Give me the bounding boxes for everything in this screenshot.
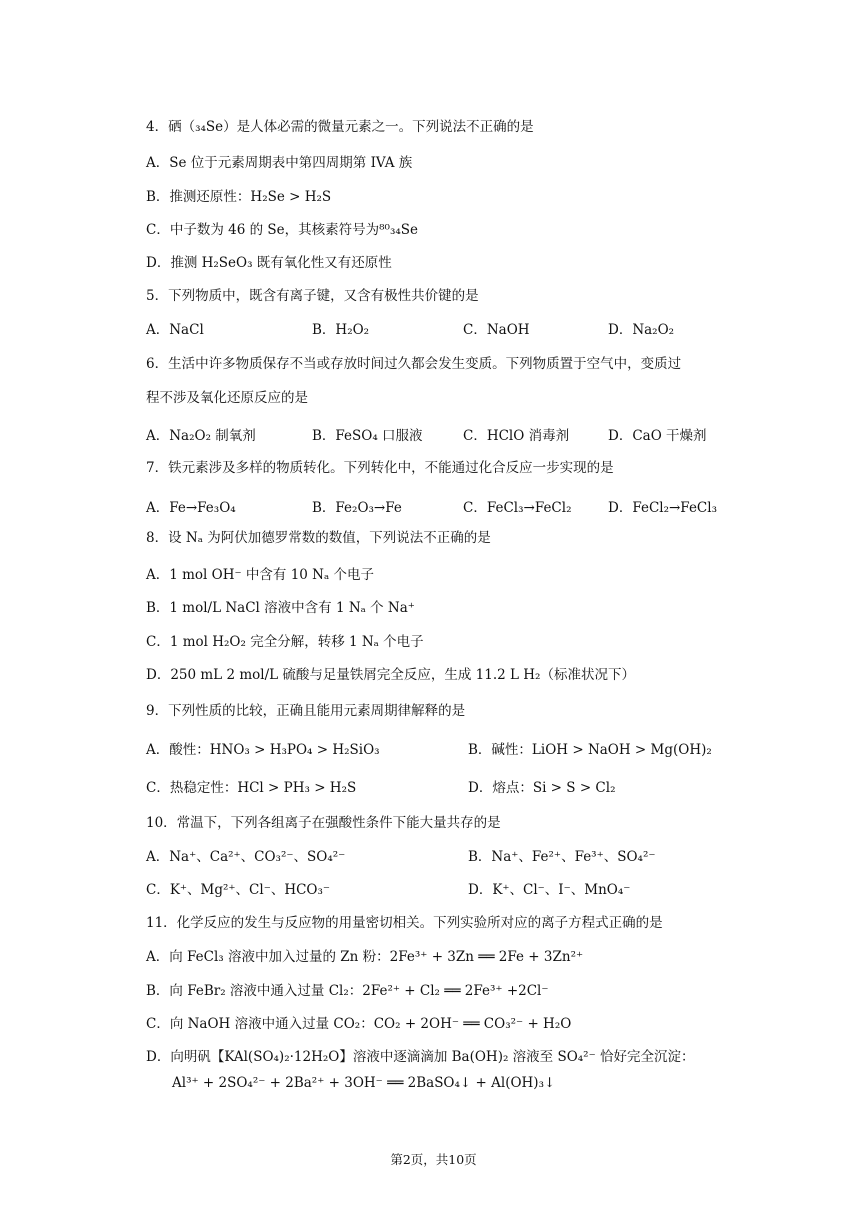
q4-option-a: A．Se 位于元素周期表中第四周期第 IVA 族: [146, 155, 413, 171]
q11-stem: 11．化学反应的发生与反应物的用量密切相关。下列实验所对应的离子方程式正确的是: [146, 915, 663, 931]
q4-stem: 4．硒（₃₄Se）是人体必需的微量元素之一。下列说法不正确的是: [146, 119, 534, 135]
q11-option-d-line1: D．向明矾【KAl(SO₄)₂·12H₂O】溶液中逐滴滴加 Ba(OH)₂ 溶液至 SO₄²⁻ 恰好完全沉淀：: [146, 1049, 695, 1065]
q4-option-b: B．推测还原性：H₂Se > H₂S: [146, 189, 332, 205]
q10-option-d: D．K⁺、Cl⁻、I⁻、MnO₄⁻: [468, 882, 631, 898]
q7-option-c: C．FeCl₃→FeCl₂: [463, 500, 572, 516]
q10-stem: 10．常温下，下列各组离子在强酸性条件下能大量共存的是: [146, 815, 501, 831]
q9-stem: 9．下列性质的比较，正确且能用元素周期律解释的是: [146, 703, 466, 719]
q5-stem: 5．下列物质中，既含有离子键，又含有极性共价键的是: [146, 288, 479, 304]
q10-option-b: B．Na⁺、Fe²⁺、Fe³⁺、SO₄²⁻: [468, 849, 656, 865]
q4-option-d: D．推测 H₂SeO₃ 既有氧化性又有还原性: [146, 255, 392, 271]
q9-option-a: A．酸性：HNO₃ > H₃PO₄ > H₂SiO₃: [146, 742, 380, 758]
q8-option-d: D．250 mL 2 mol/L 硫酸与足量铁屑完全反应，生成 11.2 L H₂（标准状况下）: [146, 667, 635, 683]
q7-option-b: B．Fe₂O₃→Fe: [312, 500, 402, 516]
q6-option-d: D．CaO 干燥剂: [608, 428, 707, 444]
q7-stem: 7．铁元素涉及多样的物质转化。下列转化中，不能通过化合反应一步实现的是: [146, 460, 614, 476]
q8-stem: 8．设 Nₐ 为阿伏加德罗常数的数值，下列说法不正确的是: [146, 530, 491, 546]
q6-option-a: A．Na₂O₂ 制氧剂: [146, 428, 256, 444]
q11-option-d-line2: Al³⁺ + 2SO₄²⁻ + 2Ba²⁺ + 3OH⁻ ══ 2BaSO₄↓ + Al(OH)₃↓: [172, 1075, 556, 1091]
q11-option-b: B．向 FeBr₂ 溶液中通入过量 Cl₂：2Fe²⁺ + Cl₂ ══ 2Fe³⁺ +2Cl⁻: [146, 983, 549, 999]
q8-option-a: A．1 mol OH⁻ 中含有 10 Nₐ 个电子: [146, 567, 374, 583]
q11-option-c: C．向 NaOH 溶液中通入过量 CO₂：CO₂ + 2OH⁻ ══ CO₃²⁻ + H₂O: [146, 1016, 572, 1032]
q4-option-c: C．中子数为 46 的 Se，其核素符号为⁸⁰₃₄Se: [146, 222, 419, 238]
q10-option-a: A．Na⁺、Ca²⁺、CO₃²⁻、SO₄²⁻: [146, 849, 346, 865]
q6-stem-line1: 6．生活中许多物质保存不当或存放时间过久都会发生变质。下列物质置于空气中，变质过: [146, 356, 682, 372]
q9-option-b: B．碱性：LiOH > NaOH > Mg(OH)₂: [468, 742, 712, 758]
q7-option-a: A．Fe→Fe₃O₄: [146, 500, 236, 516]
q5-option-b: B．H₂O₂: [312, 322, 370, 338]
q7-option-d: D．FeCl₂→FeCl₃: [608, 500, 717, 516]
q6-option-b: B．FeSO₄ 口服液: [312, 428, 423, 444]
q6-stem-line2: 程不涉及氧化还原反应的是: [146, 390, 308, 406]
q8-option-b: B．1 mol/L NaCl 溶液中含有 1 Nₐ 个 Na⁺: [146, 600, 415, 616]
q5-option-d: D．Na₂O₂: [608, 322, 675, 338]
q9-option-d: D．熔点：Si > S > Cl₂: [468, 780, 616, 796]
q8-option-c: C．1 mol H₂O₂ 完全分解，转移 1 Nₐ 个电子: [146, 634, 424, 650]
q5-option-c: C．NaOH: [463, 322, 530, 338]
q6-option-c: C．HClO 消毒剂: [463, 428, 570, 444]
q9-option-c: C．热稳定性：HCl > PH₃ > H₂S: [146, 780, 357, 796]
q10-option-c: C．K⁺、Mg²⁺、Cl⁻、HCO₃⁻: [146, 882, 331, 898]
q5-option-a: A．NaCl: [146, 322, 204, 338]
page-number: 第2页，共10页: [390, 1152, 477, 1167]
q11-option-a: A．向 FeCl₃ 溶液中加入过量的 Zn 粉：2Fe³⁺ + 3Zn ══ 2Fe + 3Zn²⁺: [146, 949, 584, 965]
